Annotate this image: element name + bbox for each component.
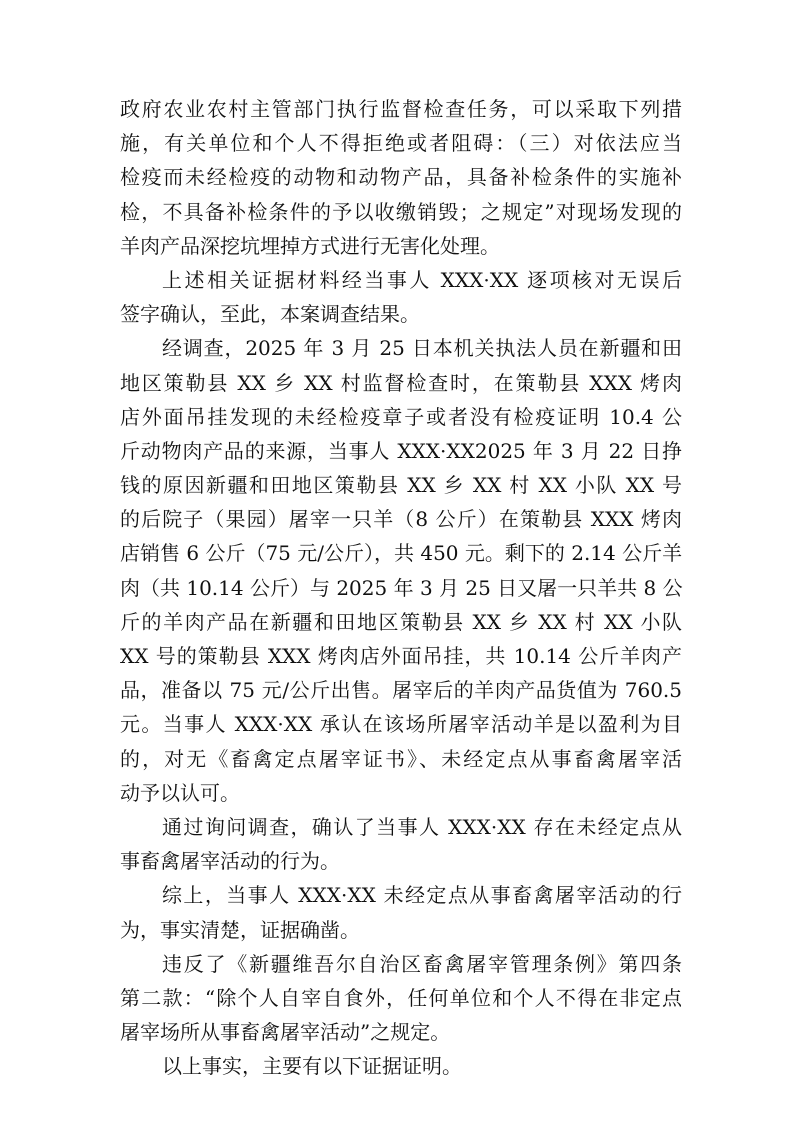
text-line: 斤的羊肉产品在新疆和田地区策勒县 XX 乡 XX 村 XX 小队 [120,609,682,634]
text-line: 第二款：“除个人自宰自食外，任何单位和个人不得在非定点 [120,985,682,1010]
text-line: 政府农业农村主管部门执行监督检查任务，可以采取下列措 [120,97,682,121]
text-line: 品，准备以 75 元/公斤出售。屠宰后的羊肉产品货值为 760.5 [120,678,682,703]
text-line: 地区策勒县 XX 乡 XX 村监督检查时，在策勒县 XXX 烤肉 [120,370,682,395]
paragraph [120,1049,682,1083]
text-line: 的，对无《畜禽定点屠宰证书》、未经定点从事畜禽屠宰活 [120,746,682,771]
text-line: 通过询问调查，确认了当事人 XXX·XX 存在未经定点从 [162,814,682,839]
paragraph [120,263,682,331]
text-line: 检，不具备补检条件的予以收缴销毁；之规定”对现场发现的 [120,199,682,224]
text-line: 综上，当事人 XXX·XX 未经定点从事畜禽屠宰活动的行 [162,883,682,908]
text-line: 店外面吊挂发现的未经检疫章子或者没有检疫证明 10.4 公 [120,404,682,429]
text-line: 为，事实清楚，证据确凿。 [120,917,360,942]
text-line: 屠宰场所从事畜禽屠宰活动”之规定。 [120,1020,451,1045]
text-line: 上述相关证据材料经当事人 XXX·XX 逐项核对无误后 [162,267,682,292]
text-line: 元。当事人 XXX·XX 承认在该场所屠宰活动羊是以盈利为目 [120,712,682,737]
text-line: 经调查，2025 年 3 月 25 日本机关执法人员在新疆和田 [162,336,682,361]
text-line: 动予以认可。 [120,780,240,805]
text-line: 施，有关单位和个人不得拒绝或者阻碍：（三）对依法应当 [120,131,682,156]
paragraph [120,331,682,810]
text-line: 以上事实，主要有以下证据证明。 [162,1054,462,1079]
paragraph [120,878,682,946]
text-line: 签字确认，至此，本案调查结果。 [120,302,420,327]
paragraph [120,92,682,263]
paragraph [120,947,682,1050]
text-line: 违反了《新疆维吾尔自治区畜禽屠宰管理条例》第四条 [162,951,682,976]
text-line: 羊肉产品深挖坑埋掉方式进行无害化处理。 [120,233,500,258]
text-line: 检疫而未经检疫的动物和动物产品，具备补检条件的实施补 [120,165,682,190]
text-line: 的后院子（果园）屠宰一只羊（8 公斤）在策勒县 XXX 烤肉 [120,507,682,532]
text-line: 店销售 6 公斤（75 元/公斤），共 450 元。剩下的 2.14 公斤羊 [120,541,683,566]
text-line: 肉（共 10.14 公斤）与 2025 年 3 月 25 日又屠一只羊共 8 公 [120,575,683,600]
document-page [120,92,682,1083]
text-line: XX 号的策勒县 XXX 烤肉店外面吊挂，共 10.14 公斤羊肉产 [120,644,682,668]
paragraph [120,810,682,878]
text-line: 钱的原因新疆和田地区策勒县 XX 乡 XX 村 XX 小队 XX 号 [120,473,682,498]
text-line: 事畜禽屠宰活动的行为。 [120,849,340,874]
text-line: 斤动物肉产品的来源，当事人 XXX·XX2025 年 3 月 22 日挣 [120,438,682,463]
